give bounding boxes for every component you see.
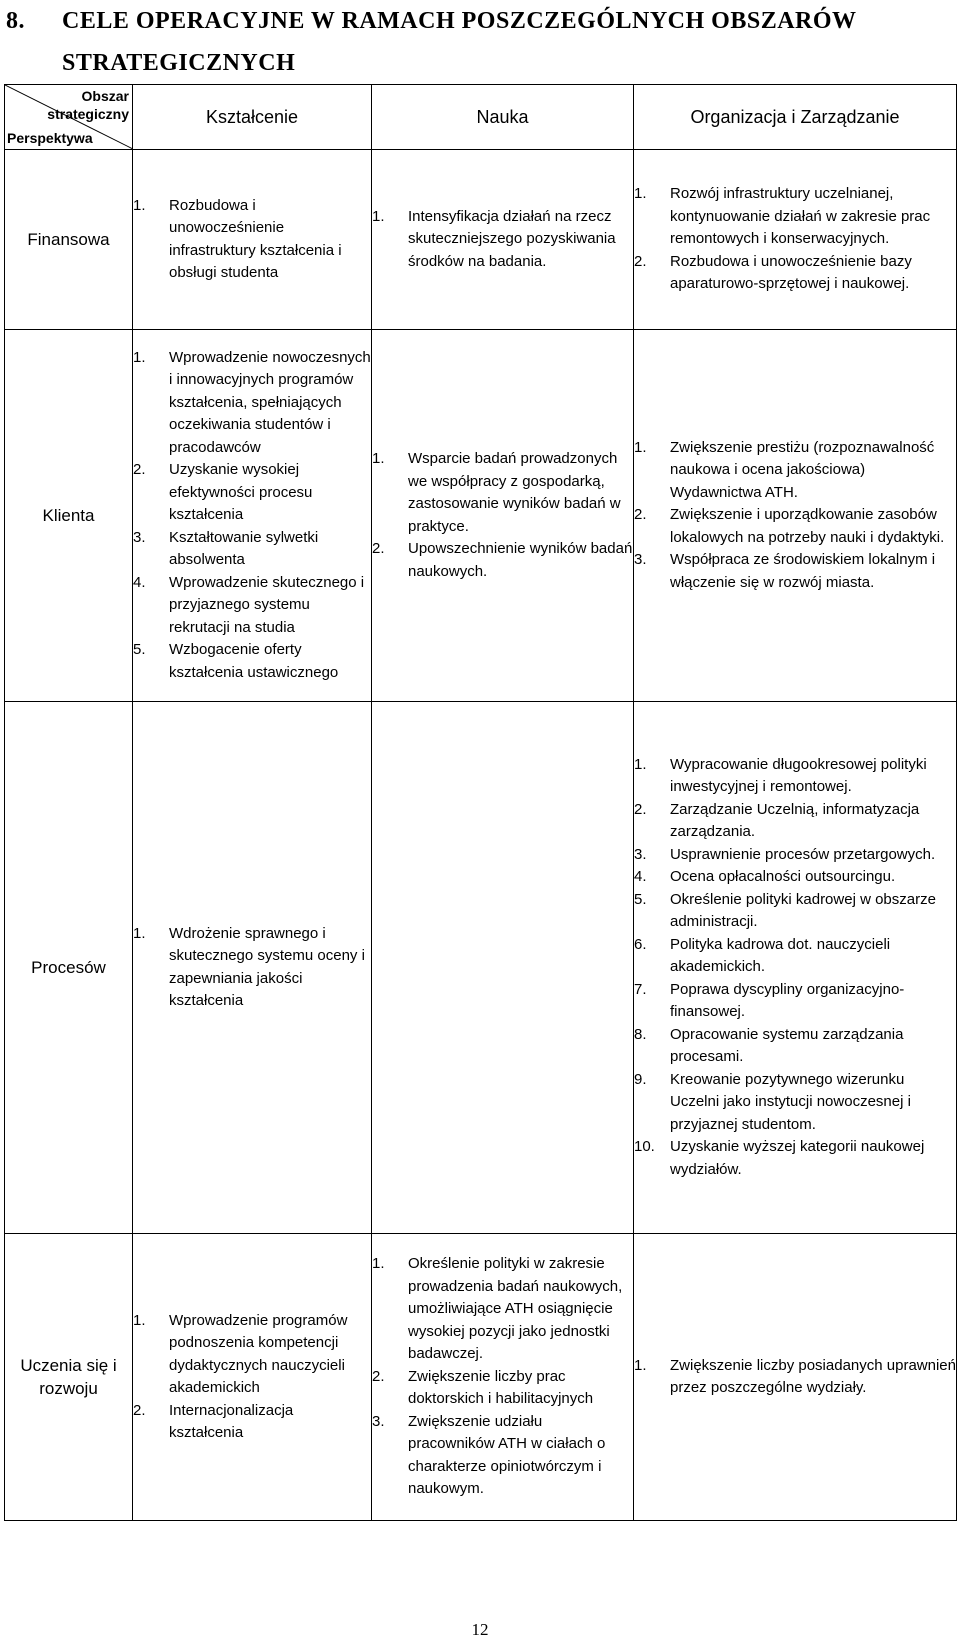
page-number: 12	[471, 1620, 489, 1639]
list-item	[634, 504, 956, 549]
list-item	[634, 1136, 956, 1181]
list-item-text: Kształtowanie sylwetki absolwenta	[169, 528, 319, 569]
list-item	[634, 251, 956, 296]
section-title-line2: STRATEGICZNYCH	[62, 50, 296, 76]
list-item	[133, 527, 371, 572]
cell-ksztalcenie	[133, 330, 372, 702]
list-item-number: 1.	[133, 348, 146, 366]
objectives-table	[4, 84, 957, 1521]
list-item	[634, 1069, 956, 1137]
list-item	[634, 754, 956, 799]
list-item-number: 2.	[372, 1367, 385, 1385]
list-item-number: 3.	[634, 845, 647, 863]
list-item	[372, 538, 633, 583]
list-item-text: Polityka kadrowa dot. nauczycieli akademickich.	[670, 935, 891, 976]
list-item-number: 3.	[133, 528, 146, 546]
section-number: 8.	[6, 8, 25, 34]
list-item-number: 1.	[372, 207, 385, 225]
cell-organizacja	[634, 330, 957, 702]
list-item-number: 2.	[634, 800, 647, 818]
list-item-number: 2.	[133, 461, 146, 479]
table-row	[5, 1234, 957, 1521]
list-item-number: 1.	[634, 1356, 647, 1374]
list-item-number: 9.	[634, 1070, 647, 1088]
list-item-number: 2.	[634, 252, 647, 270]
list-item-number: 1.	[372, 450, 385, 467]
section-title-line1: CELE OPERACYJNE W RAMACH POSZCZEGÓLNYCH OBSZARÓW	[62, 8, 857, 34]
list-item-number: 4.	[133, 573, 146, 591]
row-header: Finansowa	[5, 150, 133, 330]
list-item-number: 1.	[634, 438, 647, 456]
list-item	[634, 1355, 956, 1400]
list-item	[634, 1024, 956, 1069]
corner-cell	[5, 85, 133, 150]
list-item	[133, 195, 371, 285]
list-item-text: Rozbudowa i unowocześnienie bazy aparaturowo-sprzętowej i naukowej.	[670, 252, 912, 293]
list-item	[372, 1253, 633, 1366]
list-item-text: Kreowanie pozytywnego wizerunku Uczelni jako instytucji nowoczesnej i przyjaznej studentom.	[670, 1070, 911, 1133]
list-item-number: 3.	[634, 551, 647, 569]
list-item-text: Zwiększenie udziału pracowników ATH w ciałach o charakterze opiniotwórczym i naukowym.	[408, 1412, 606, 1498]
list-item	[634, 889, 956, 934]
list-item-text: Wypracowanie długookresowej polityki inwestycyjnej i remontowej.	[670, 755, 927, 796]
list-item-number: 1.	[372, 1255, 385, 1273]
cell-ksztalcenie	[133, 1234, 372, 1521]
cell-ksztalcenie	[133, 150, 372, 330]
list-item-number: 2.	[372, 540, 385, 557]
list-item-number: 5.	[634, 890, 647, 908]
list-item	[372, 1366, 633, 1411]
list-item-number: 10.	[634, 1138, 655, 1156]
list-item-number: 4.	[634, 868, 647, 886]
list-item	[634, 866, 956, 889]
list-item	[372, 206, 633, 274]
cell-nauka	[372, 702, 634, 1234]
list-item-text: Współpraca ze środowiskiem lokalnym i włączenie się w rozwój miasta.	[670, 551, 936, 591]
list-item	[372, 1411, 633, 1501]
list-item	[372, 448, 633, 538]
table-header-row	[5, 85, 957, 150]
list-item	[634, 437, 956, 505]
list-item	[634, 549, 956, 594]
cell-ksztalcenie	[133, 702, 372, 1234]
list-item-number: 1.	[133, 924, 146, 942]
column-header-ksztalcenie: Kształcenie	[133, 85, 372, 150]
list-item-number: 1.	[133, 1311, 146, 1329]
list-item	[133, 572, 371, 640]
list-item	[634, 799, 956, 844]
column-header-nauka: Nauka	[372, 85, 634, 150]
corner-top-label: Obszar strategiczny	[47, 88, 129, 122]
list-item-number: 8.	[634, 1025, 647, 1043]
list-item-text: Wsparcie badań prowadzonych we współpracy z gospodarką, zastosowanie wyników badań w praktyce.	[408, 450, 621, 535]
list-item-text: Określenie polityki kadrowej w obszarze administracji.	[670, 890, 936, 931]
list-item	[133, 347, 371, 460]
list-item-number: 7.	[634, 980, 647, 998]
list-item-text: Wzbogacenie oferty kształcenia ustawicznego	[169, 641, 339, 681]
list-item-text: Wprowadzenie programów podnoszenia kompetencji dydaktycznych nauczycieli akademickich	[169, 1311, 348, 1396]
list-item-number: 5.	[133, 641, 146, 659]
list-item	[634, 183, 956, 251]
list-item-number: 3.	[372, 1412, 385, 1430]
list-item-text: Rozwój infrastruktury uczelnianej, kontynuowanie działań w zakresie prac remontowych i konserwacyjnych.	[670, 185, 931, 248]
corner-bottom-label: Perspektywa	[7, 130, 93, 146]
list-item-text: Wprowadzenie nowoczesnych i innowacyjnych programów kształcenia, spełniających oczekiwania studentów i pracodawców	[169, 348, 371, 456]
cell-organizacja	[634, 1234, 957, 1521]
list-item	[133, 923, 371, 1013]
cell-nauka	[372, 150, 634, 330]
list-item-text: Uzyskanie wyższej kategorii naukowej wydziałów.	[670, 1138, 925, 1178]
list-item	[133, 1310, 371, 1400]
row-header: Procesów	[5, 702, 133, 1234]
list-item	[133, 1400, 371, 1445]
list-item-text: Zwiększenie liczby prac doktorskich i habilitacyjnych	[408, 1367, 594, 1408]
list-item-text: Wdrożenie sprawnego i skutecznego systemu oceny i zapewniania jakości kształcenia	[169, 924, 365, 1009]
list-item-number: 2.	[634, 506, 647, 524]
column-header-organizacja: Organizacja i Zarządzanie	[634, 85, 957, 150]
list-item-text: Wprowadzenie skutecznego i przyjaznego systemu rekrutacji na studia	[169, 573, 365, 636]
table-row	[5, 150, 957, 330]
cell-nauka	[372, 1234, 634, 1521]
list-item-text: Określenie polityki w zakresie prowadzenia badań naukowych, umożliwiające ATH osiągnięcie wysokiej pozycji jako jednostki badawczej.	[408, 1255, 623, 1363]
table-row	[5, 330, 957, 702]
list-item-number: 1.	[634, 755, 647, 773]
list-item-number: 6.	[634, 935, 647, 953]
cell-organizacja	[634, 150, 957, 330]
row-header: Uczenia się i rozwoju	[5, 1234, 133, 1521]
list-item	[634, 934, 956, 979]
list-item	[133, 639, 371, 684]
row-header: Klienta	[5, 330, 133, 702]
list-item-text: Upowszechnienie wyników badań naukowych.	[408, 540, 633, 580]
list-item-text: Rozbudowa i unowocześnienie infrastruktury kształcenia i obsługi studenta	[169, 196, 342, 281]
list-item-text: Zwiększenie i uporządkowanie zasobów lokalowych na potrzeby nauki i dydaktyki.	[670, 506, 945, 546]
list-item-number: 1.	[634, 185, 647, 203]
list-item-text: Zwiększenie prestiżu (rozpoznawalność naukowa i ocena jakościowa) Wydawnictwa ATH.	[670, 438, 935, 501]
list-item-text: Zarządzanie Uczelnią, informatyzacja zarządzania.	[670, 800, 920, 841]
section-heading	[6, 0, 951, 84]
list-item-text: Usprawnienie procesów przetargowych.	[670, 845, 936, 863]
list-item-text: Internacjonalizacja kształcenia	[169, 1401, 294, 1441]
table-row	[5, 702, 957, 1234]
list-item-number: 1.	[133, 196, 146, 214]
list-item	[634, 979, 956, 1024]
cell-organizacja	[634, 702, 957, 1234]
cell-nauka	[372, 330, 634, 702]
list-item-text: Zwiększenie liczby posiadanych uprawnień przez poszczególne wydziały.	[670, 1356, 956, 1396]
list-item	[133, 459, 371, 527]
list-item-text: Intensyfikacja działań na rzecz skuteczniejszego pozyskiwania środków na badania.	[408, 207, 616, 270]
list-item-text: Poprawa dyscypliny organizacyjno-finansowej.	[670, 980, 905, 1021]
list-item-number: 2.	[133, 1401, 146, 1419]
list-item-text: Ocena opłacalności outsourcingu.	[670, 868, 896, 886]
list-item-text: Uzyskanie wysokiej efektywności procesu kształcenia	[169, 461, 313, 524]
list-item-text: Opracowanie systemu zarządzania procesami.	[670, 1025, 904, 1066]
list-item	[634, 844, 956, 867]
